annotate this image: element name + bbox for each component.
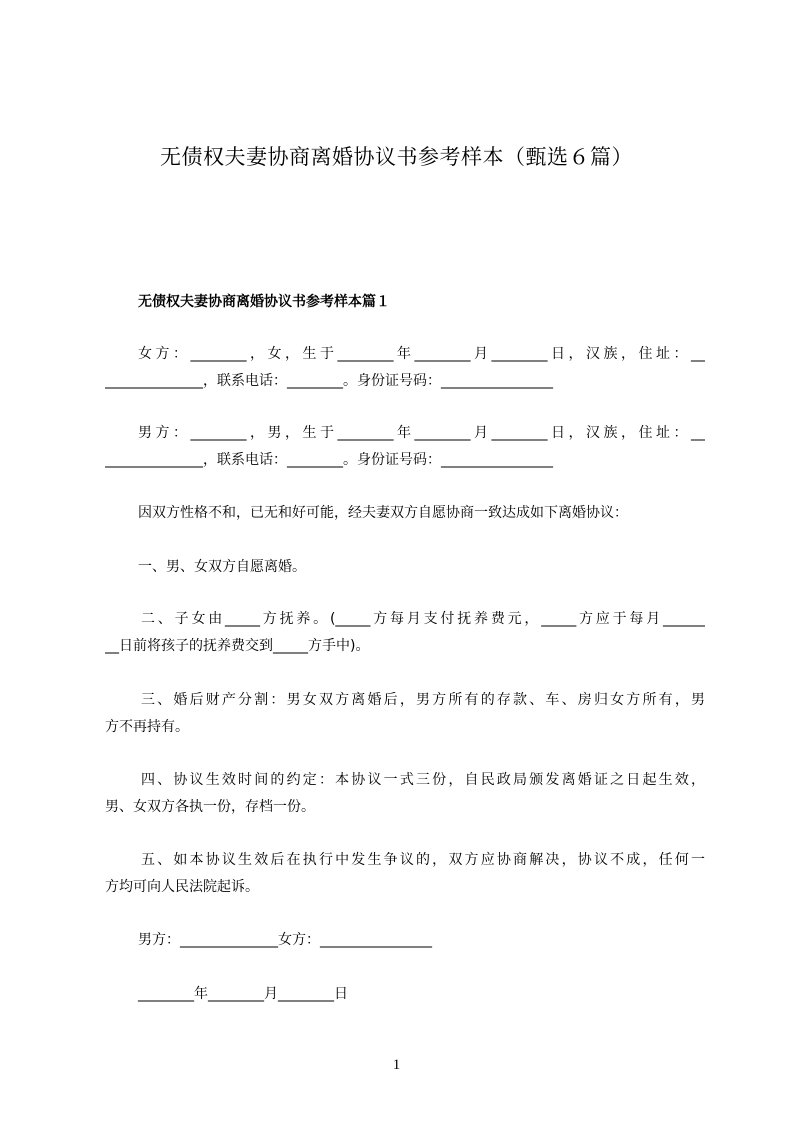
woman-info-line-2: ______________，联系电话：________。身份证号码：________________ bbox=[105, 373, 553, 389]
clause-3-line-2: 方不再持有。 bbox=[105, 719, 189, 735]
clause-5-line-2: 方均可向人民法院起诉。 bbox=[105, 879, 259, 895]
section-heading: 无债权夫妻协商离婚协议书参考样本篇１ bbox=[138, 294, 390, 310]
signature-line: 男方：______________女方：________________ bbox=[138, 932, 432, 948]
woman-info-paragraph bbox=[105, 341, 705, 395]
clause-2-paragraph bbox=[105, 606, 705, 660]
clause-4-paragraph bbox=[105, 767, 705, 821]
clause-3-paragraph bbox=[105, 687, 705, 741]
page-number: 1 bbox=[392, 1057, 401, 1073]
intro-line: 因双方性格不和，已无和好可能，经夫妻双方自愿协商一致达成如下离婚协议： bbox=[138, 505, 628, 521]
clause-4-line-1: 四、协议生效时间的约定：本协议一式三份，自民政局颁发离婚证之日起生效， bbox=[141, 772, 705, 788]
clause-1-paragraph bbox=[105, 554, 705, 581]
intro-paragraph bbox=[105, 500, 705, 527]
clause-1-line: 一、男、女双方自愿离婚。 bbox=[138, 559, 306, 575]
clause-5-line-1: 五、如本协议生效后在执行中发生争议的，双方应协商解决，协议不成，任何一 bbox=[141, 852, 705, 868]
clause-2-line-1: 二、子女由_____方抚养。(_____方每月支付抚养费元，_____方应于每月______ bbox=[141, 611, 705, 627]
man-info-line-1: 男方：________，男，生于________年________月________日，汉族，住址：__ bbox=[138, 425, 705, 441]
date-line: ________年________月________日 bbox=[138, 986, 348, 1002]
document-title: 无债权夫妻协商离婚协议书参考样本（甄选６篇） bbox=[160, 145, 633, 169]
clause-4-line-2: 男、女双方各执一份，存档一份。 bbox=[105, 799, 315, 815]
man-info-line-2: ______________，联系电话：________。身份证号码：________________ bbox=[105, 452, 553, 468]
signature-paragraph bbox=[105, 927, 705, 954]
clause-3-line-1: 三、婚后财产分割：男女双方离婚后，男方所有的存款、车、房归女方所有，男 bbox=[141, 692, 705, 708]
man-info-paragraph bbox=[105, 420, 705, 474]
date-paragraph bbox=[105, 981, 705, 1008]
clause-2-line-2: __日前将孩子的抚养费交到_____方手中)。 bbox=[105, 638, 370, 654]
woman-info-line-1: 女方：________，女，生于________年________月________日，汉族，住址：__ bbox=[138, 346, 705, 362]
clause-5-paragraph bbox=[105, 847, 705, 901]
